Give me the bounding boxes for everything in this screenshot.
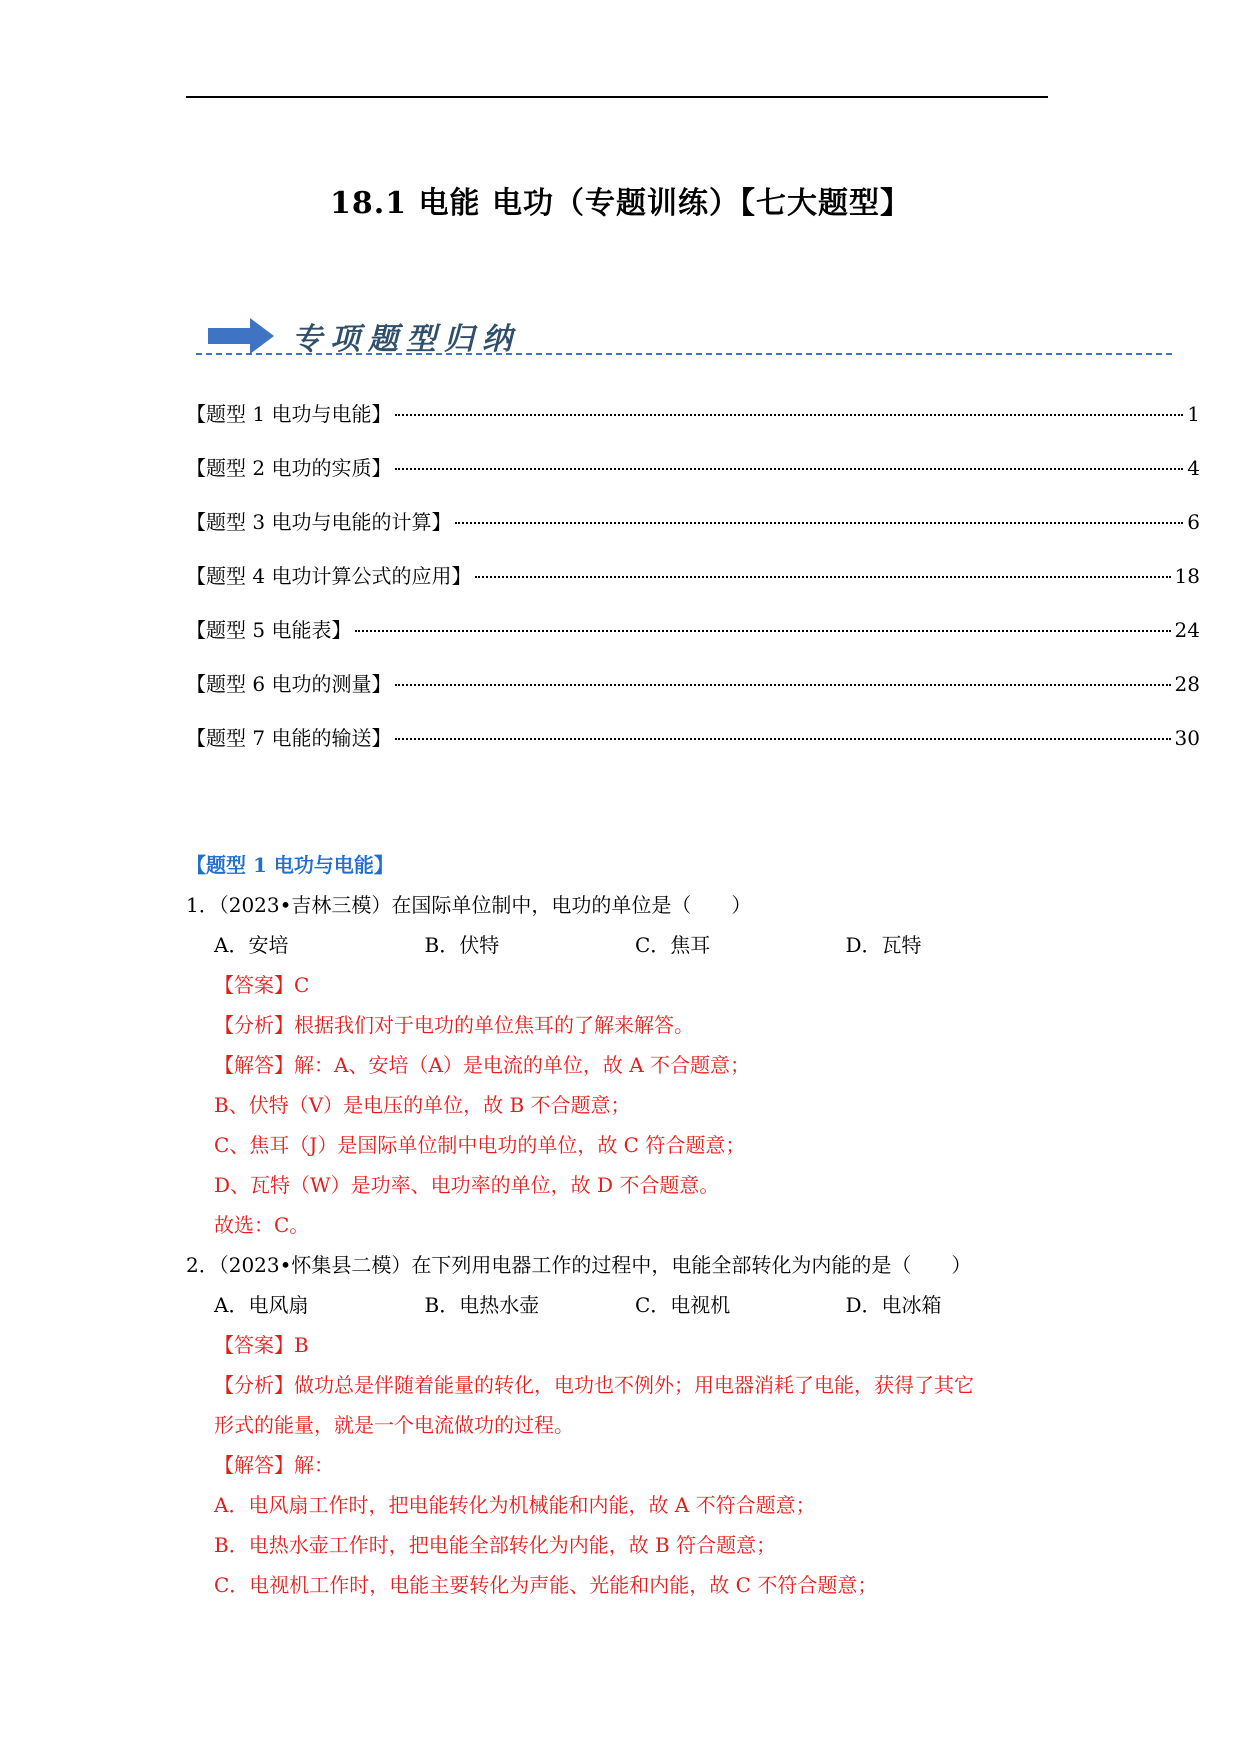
toc-item-label: 【题型 1 电功与电能】 bbox=[186, 402, 392, 426]
toc-item-label: 【题型 7 电能的输送】 bbox=[186, 726, 392, 750]
toc-item[interactable] bbox=[186, 722, 1200, 776]
toc-item-label: 【题型 3 电功与电能的计算】 bbox=[186, 510, 452, 534]
toc-item-page: 28 bbox=[1174, 672, 1200, 696]
question-1-solution-line: 故选：C。 bbox=[214, 1213, 310, 1237]
header-rule bbox=[186, 96, 1048, 98]
toc-item-label: 【题型 6 电功的测量】 bbox=[186, 672, 392, 696]
toc-leader-dots bbox=[455, 522, 1183, 524]
toc-item[interactable] bbox=[186, 506, 1200, 560]
toc-leader-dots bbox=[475, 576, 1170, 578]
arrow-right-icon bbox=[208, 316, 274, 356]
toc-item-page: 30 bbox=[1174, 726, 1200, 750]
option-c: C．焦耳 bbox=[635, 933, 711, 957]
toc-item-label: 【题型 4 电功计算公式的应用】 bbox=[186, 564, 472, 588]
toc-item-page: 18 bbox=[1174, 564, 1200, 588]
question-2-solution-line: B．电热水壶工作时，把电能全部转化为内能，故 B 符合题意； bbox=[214, 1533, 777, 1557]
option-d: D．瓦特 bbox=[845, 933, 922, 957]
question-1-solution-line: B、伏特（V）是电压的单位，故 B 不合题意； bbox=[214, 1093, 631, 1117]
question-2-solution-line: A．电风扇工作时，把电能转化为机械能和内能，故 A 不符合题意； bbox=[214, 1493, 816, 1517]
question-2-stem: 2．（2023•怀集县二模）在下列用电器工作的过程中，电能全部转化为内能的是（ ） bbox=[186, 1253, 972, 1277]
section-heading: 【题型 1 电功与电能】 bbox=[186, 853, 394, 877]
toc-item-page: 6 bbox=[1187, 510, 1200, 534]
toc-item-label: 【题型 5 电能表】 bbox=[186, 618, 352, 642]
toc-item[interactable] bbox=[186, 398, 1200, 452]
question-2-solution-line: C．电视机工作时，电能主要转化为声能、光能和内能，故 C 不符合题意； bbox=[214, 1573, 878, 1597]
toc-item-page: 24 bbox=[1174, 618, 1200, 642]
question-1-answer: 【答案】C bbox=[214, 973, 310, 997]
toc-item[interactable] bbox=[186, 668, 1200, 722]
question-2-options bbox=[186, 1285, 1056, 1325]
table-of-contents bbox=[186, 398, 1200, 776]
toc-leader-dots bbox=[395, 414, 1183, 416]
toc-item-page: 1 bbox=[1187, 402, 1200, 426]
option-c: C．电视机 bbox=[635, 1293, 731, 1317]
question-2-answer: 【答案】B bbox=[214, 1333, 309, 1357]
question-1-options bbox=[186, 925, 1056, 965]
question-2-solution-line: 【解答】解： bbox=[214, 1453, 334, 1477]
option-b: B．伏特 bbox=[424, 933, 500, 957]
option-d: D．电冰箱 bbox=[845, 1293, 942, 1317]
toc-leader-dots bbox=[395, 468, 1183, 470]
question-1-solution-line: D、瓦特（W）是功率、电功率的单位，故 D 不合题意。 bbox=[214, 1173, 720, 1197]
option-b: B．电热水壶 bbox=[424, 1293, 540, 1317]
banner-divider bbox=[196, 353, 1172, 355]
question-1-analysis: 【分析】根据我们对于电功的单位焦耳的了解来解答。 bbox=[214, 1013, 694, 1037]
banner-title: 专项题型归纳 bbox=[292, 322, 520, 357]
page-title: 18.1 电能 电功（专题训练）【七大题型】 bbox=[330, 186, 911, 221]
toc-leader-dots bbox=[395, 738, 1170, 740]
option-a: A．安培 bbox=[214, 933, 289, 957]
question-2-analysis-cont: 形式的能量，就是一个电流做功的过程。 bbox=[214, 1413, 574, 1437]
toc-leader-dots bbox=[355, 630, 1170, 632]
section-content bbox=[186, 845, 1056, 1605]
toc-leader-dots bbox=[395, 684, 1170, 686]
toc-item-page: 4 bbox=[1187, 456, 1200, 480]
toc-item[interactable] bbox=[186, 452, 1200, 506]
question-1-stem: 1．（2023•吉林三模）在国际单位制中，电功的单位是（ ） bbox=[186, 893, 752, 917]
question-2-analysis: 【分析】做功总是伴随着能量的转化，电功也不例外；用电器消耗了电能，获得了其它 bbox=[214, 1373, 974, 1397]
question-1-solution-line: C、焦耳（J）是国际单位制中电功的单位，故 C 符合题意； bbox=[214, 1133, 746, 1157]
toc-item[interactable] bbox=[186, 614, 1200, 668]
question-1-solution-line: 【解答】解：A、安培（A）是电流的单位，故 A 不合题意； bbox=[214, 1053, 751, 1077]
toc-item-label: 【题型 2 电功的实质】 bbox=[186, 456, 392, 480]
toc-item[interactable] bbox=[186, 560, 1200, 614]
option-a: A．电风扇 bbox=[214, 1293, 309, 1317]
